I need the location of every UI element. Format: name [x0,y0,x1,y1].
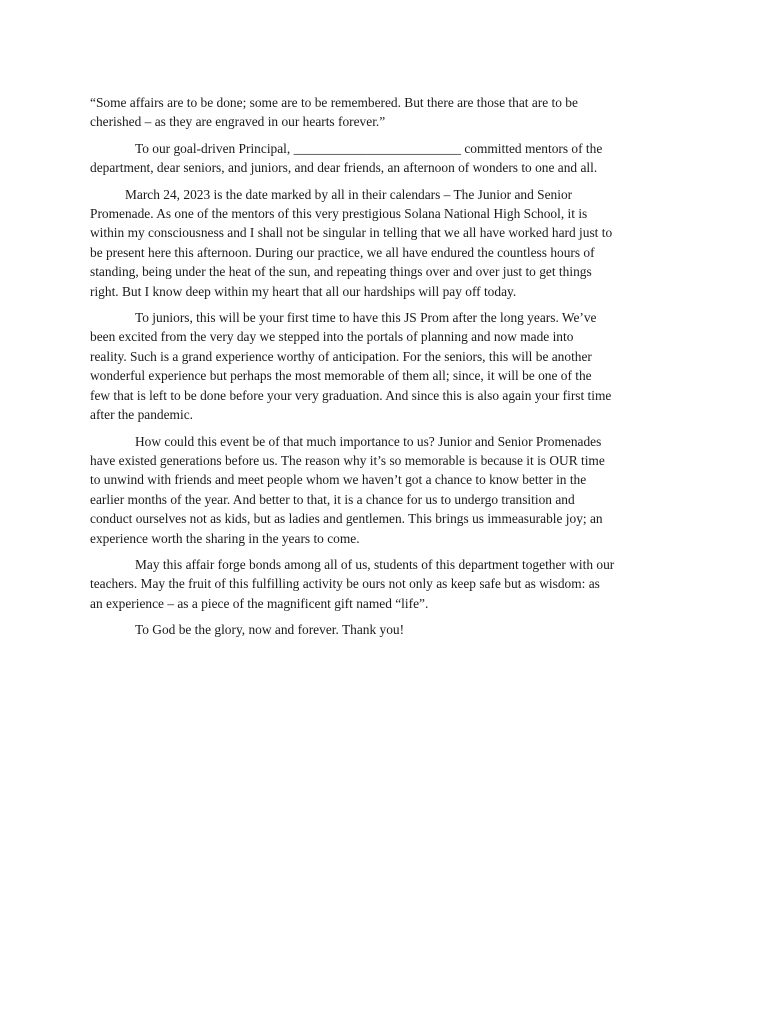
body-paragraph-4-text: May this affair forge bonds among all of us, students of this department together with our teachers. May the fruit of this fulfilling activity be ours not only as keep safe but as wisdom: as an experience – as a piece of the magnificent gift named “life”. [90,556,615,611]
body-paragraph-3 [90,432,680,548]
opening-quote-text: “Some affairs are to be done; some are to be remembered. But there are those that are to be cherished – as they are engraved in our hearts forever.” [90,95,578,130]
body-paragraph-2-text: To juniors, this will be your first time to have this JS Prom after the long years. We’ve been excited from the very day we stepped into the portals of planning and now made into reality. Such is a grand experience worthy of anticipation. For the seniors, this will be another wonderful experience but perhaps the most memorable of them all; since, it will be one of the few that is left to be done before your very graduation. And since this is also again your first time after the pandemic. [90,310,612,423]
greeting-paragraph [90,139,680,178]
body-paragraph-1 [90,185,680,301]
closing-paragraph [90,620,680,639]
body-paragraph-2 [90,308,680,424]
closing-text: To God be the glory, now and forever. Thank you! [135,622,405,638]
body-paragraph-1-text: March 24, 2023 is the date marked by all in their calendars – The Junior and Senior Promenade. As one of the mentors of this very prestigious Solana National High School, it is within my consciousness and I shall not be singular in telling that we all have worked hard just to be present here this afternoon. During our practice, we all have endured the countless hours of standing, being under the heat of the sun, and repeating things over and over just to get things right. But I know deep within my heart that all our hardships will pay off today. [90,186,613,299]
body-paragraph-3-text: How could this event be of that much importance to us? Junior and Senior Promenades have existed generations before us. The reason why it’s so memorable is because it is OUR time to unwind with friends and meet people whom we haven’t got a chance to know better in the earlier months of the year. And better to that, it is a chance for us to undergo transition and conduct ourselves not as kids, but as ladies and gentlemen. This brings us immeasurable joy; an experience worth the sharing in the years to come. [90,433,605,546]
greeting-text: To our goal-driven Principal, _________________________ committed mentors of the department, dear seniors, and juniors, and dear friends, an afternoon of wonders to one and all. [90,140,603,176]
opening-quote [90,93,680,132]
document-page [90,93,680,647]
body-paragraph-4 [90,555,680,613]
